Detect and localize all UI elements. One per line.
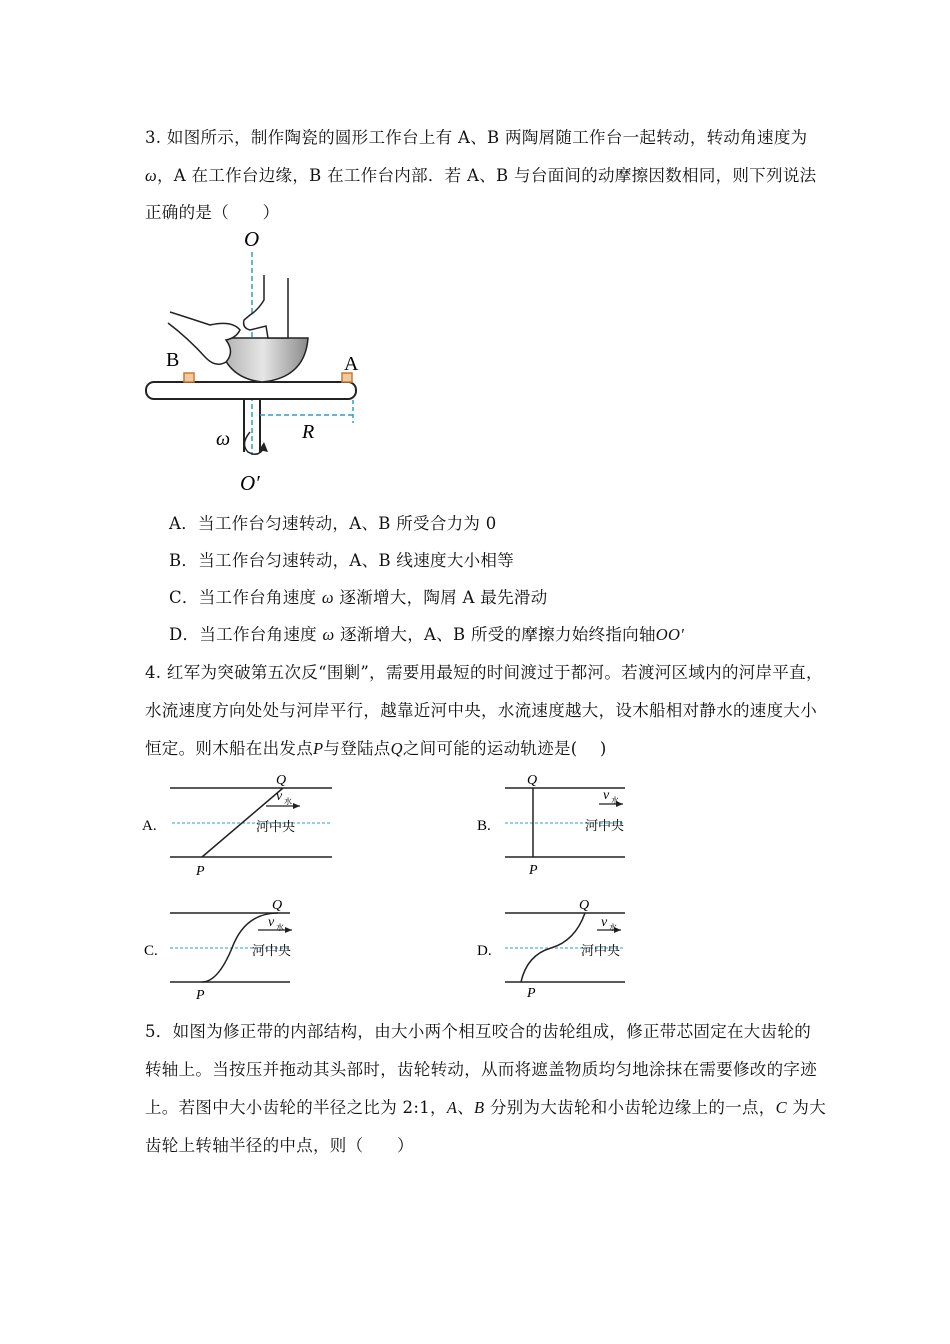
point-Q: Q bbox=[579, 898, 590, 913]
point-P: P bbox=[196, 988, 205, 1003]
option-label: A. bbox=[142, 818, 157, 834]
point-Q: Q bbox=[276, 773, 287, 788]
point-P: P bbox=[527, 986, 536, 1001]
text: 上。若图中大小齿轮的半径之比为 2:1， bbox=[145, 1098, 447, 1117]
option-label: D. bbox=[477, 943, 492, 959]
q3-option-a bbox=[169, 510, 497, 534]
q3-line-3: 正确的是（ ） bbox=[145, 203, 280, 222]
point-P: P bbox=[196, 864, 205, 879]
q3-option-d bbox=[169, 621, 684, 645]
pottery-wheel-figure bbox=[140, 220, 370, 500]
option-text: 逐渐增大，陶屑 A 最先滑动 bbox=[333, 588, 548, 607]
q3-line-2 bbox=[145, 162, 816, 186]
crumb-B bbox=[184, 373, 194, 382]
q3-line-1: 3. 如图所示，制作陶瓷的圆形工作台上有 A、B 两陶屑随工作台一起转动，转动角速度为 bbox=[145, 128, 808, 147]
option-text: 当工作台角速度 bbox=[199, 625, 323, 644]
point-P: P bbox=[529, 863, 538, 878]
label-R: R bbox=[302, 421, 315, 443]
option-text: 当工作台匀速转动，A、B 所受合力为 0 bbox=[198, 514, 497, 533]
q5-line-4: 齿轮上转轴半径的中点，则（ ） bbox=[145, 1136, 414, 1155]
text: 之间可能的运动轨迹是( ) bbox=[402, 739, 607, 758]
river-diagram-a bbox=[140, 768, 340, 883]
option-prefix: A． bbox=[169, 514, 199, 533]
label-O: O bbox=[244, 227, 260, 251]
option-prefix: B． bbox=[169, 551, 199, 570]
axis-symbol: OO′ bbox=[655, 625, 685, 644]
q4-line-3 bbox=[145, 735, 607, 759]
velocity-subscript: 水 bbox=[611, 796, 619, 805]
omega-symbol: ω bbox=[322, 625, 335, 644]
omega-symbol: ω bbox=[145, 166, 157, 185]
velocity-v: v bbox=[603, 788, 610, 803]
velocity-v: v bbox=[601, 915, 608, 930]
point-P: P bbox=[313, 739, 324, 758]
river-center-label: 河中央 bbox=[581, 944, 621, 959]
q3-option-c bbox=[169, 584, 548, 608]
point-Q: Q bbox=[272, 898, 283, 913]
option-label: C. bbox=[144, 943, 158, 959]
q3-option-b bbox=[169, 547, 514, 571]
river-diagram-b bbox=[475, 768, 675, 883]
river-diagram-c bbox=[140, 893, 340, 1008]
velocity-subscript: 水 bbox=[284, 797, 292, 806]
text: 与登陆点 bbox=[323, 739, 391, 758]
point-Q: Q bbox=[390, 739, 403, 758]
velocity-v: v bbox=[268, 915, 275, 930]
option-text: 逐渐增大，A、B 所受的摩擦力始终指向轴 bbox=[334, 625, 656, 644]
velocity-v: v bbox=[276, 789, 283, 804]
text: 为大 bbox=[786, 1098, 827, 1117]
label-B: B bbox=[166, 349, 180, 371]
velocity-subscript: 水 bbox=[276, 923, 284, 932]
text: 恒定。则木船在出发点 bbox=[145, 739, 313, 758]
option-text: 当工作台角速度 bbox=[198, 588, 322, 607]
velocity-subscript: 水 bbox=[609, 923, 617, 932]
text: 、 bbox=[457, 1098, 475, 1117]
point-B: B bbox=[474, 1098, 485, 1117]
option-prefix: C． bbox=[169, 588, 199, 607]
q4-line-2: 水流速度方向处处与河岸平行，越靠近河中央，水流速度越大，设木船相对静水的速度大小 bbox=[145, 701, 817, 720]
q4-line-1: 4. 红军为突破第五次反“围剿”，需要用最短的时间渡过于都河。若渡河区域内的河岸平直， bbox=[145, 663, 823, 682]
point-Q: Q bbox=[527, 773, 538, 788]
omega-symbol: ω bbox=[321, 588, 334, 607]
label-omega: ω bbox=[216, 428, 231, 450]
q5-line-3 bbox=[145, 1094, 826, 1118]
option-text: 当工作台匀速转动，A、B 线速度大小相等 bbox=[198, 551, 515, 570]
option-prefix: D． bbox=[169, 625, 200, 644]
label-A: A bbox=[344, 353, 359, 375]
point-C: C bbox=[775, 1098, 787, 1117]
river-center-label: 河中央 bbox=[585, 819, 625, 834]
river-center-label: 河中央 bbox=[256, 820, 296, 835]
label-O-prime: O′ bbox=[240, 471, 260, 495]
river-diagram-d bbox=[475, 893, 675, 1008]
q5-line-2: 转轴上。当按压并拖动其头部时，齿轮转动，从而将遮盖物质均匀地涂抹在需要修改的字迹 bbox=[145, 1060, 817, 1079]
river-center-label: 河中央 bbox=[252, 944, 292, 959]
text: 分别为大齿轮和小齿轮边缘上的一点， bbox=[484, 1098, 776, 1117]
point-A: A bbox=[446, 1098, 458, 1117]
q3-line-2-text: ，A 在工作台边缘，B 在工作台内部．若 A、B 与台面间的动摩擦因数相同，则下列说法 bbox=[156, 166, 817, 185]
option-label: B. bbox=[477, 818, 491, 834]
q5-line-1: 5．如图为修正带的内部结构，由大小两个相互咬合的齿轮组成，修正带芯固定在大齿轮的 bbox=[145, 1022, 811, 1041]
